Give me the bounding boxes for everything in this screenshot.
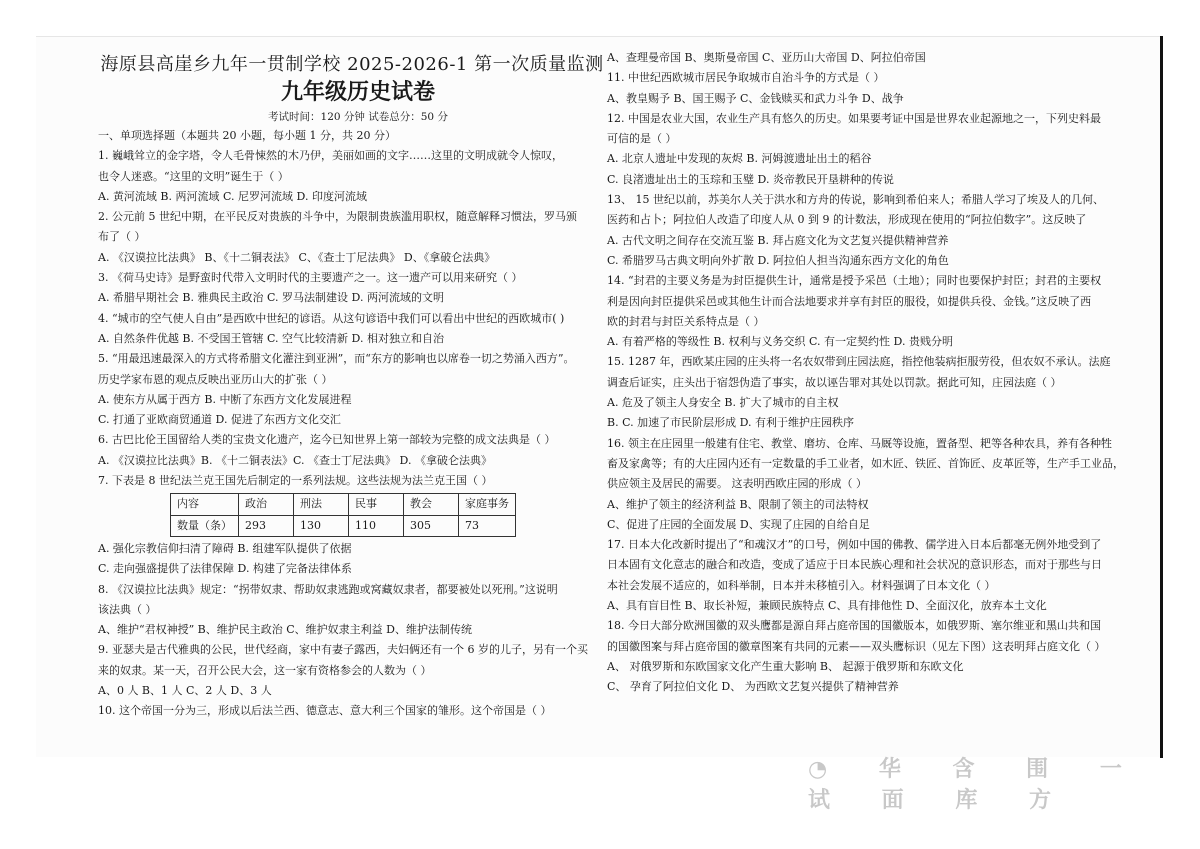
question-line: B. C. 加速了市民阶层形成 D. 有利于维护庄园秩序 <box>607 416 855 430</box>
right-column <box>607 48 1152 698</box>
question-line: A. 使东方从属于西方 B. 中断了东西方文化发展进程 <box>98 392 352 406</box>
question-line: 2. 公元前 5 世纪中期，在平民反对贵族的斗争中，为限制贵族滥用职权，随意解释习惯法，罗马颁 <box>98 210 577 224</box>
question-line: C. 打通了亚欧商贸通道 D. 促进了东西方文化交汇 <box>98 413 341 427</box>
table-header-cell: 教会 <box>404 494 459 515</box>
question-line: C. 走向强盛提供了法律保障 D. 构建了完备法律体系 <box>98 562 352 576</box>
question-line: 16. 领主在庄园里一般建有住宅、教堂、磨坊、仓库、马厩等设施，置备型、耙等各种农具，养有各种牲 <box>607 436 1112 450</box>
table-header-cell: 内容 <box>171 494 239 515</box>
question-line: 医药和占卜；阿拉伯人改造了印度人从 0 到 9 的计数法，形成现在使用的“阿拉伯数字”。这反映了 <box>607 213 1087 227</box>
question-line: A、0 人 B、1 人 C、2 人 D、3 人 <box>98 684 272 698</box>
question-line: 17. 日本大化改新时提出了“和魂汉才”的口号，例如中国的佛教、儒学进入日本后都毫无例外地受到了 <box>607 538 1102 552</box>
question-line: A. 自然条件优越 B. 不受国王管辖 C. 空气比较清新 D. 相对独立和自治 <box>98 331 444 345</box>
question-line: 11. 中世纪西欧城市居民争取城市自治斗争的方式是（ ） <box>607 71 885 85</box>
table-cell: 293 <box>239 515 294 536</box>
question-line: 布了（ ） <box>98 230 146 244</box>
question-line: A、查理曼帝国 B、奥斯曼帝国 C、亚历山大帝国 D、阿拉伯帝国 <box>607 51 926 64</box>
question-line: 12. 中国是农业大国，农业生产具有悠久的历史。如果要考证中国是世界农业起源地之一，下列史料最 <box>607 111 1101 125</box>
question-line: 欧的封君与封臣关系特点是（ ） <box>607 314 765 328</box>
subject-title: 九年级历史试卷 <box>280 80 435 105</box>
question-line: 3. 《荷马史诗》是野蛮时代带入文明时代的主要遗产之一。这一遗产可以用来研究（ ） <box>98 271 523 285</box>
question-line: 供应领主及居民的需要。 这表明西欧庄园的形成（ ） <box>607 477 867 491</box>
question-line: A. 北京人遗址中发现的灰烬 B. 河姆渡遗址出土的稻谷 <box>607 152 872 166</box>
page-edge <box>1160 36 1163 758</box>
school-title: 海原县高崖乡九年一贯制学校 2025-2026-1 第一次质量监测 <box>100 54 604 75</box>
question-line: A、维护“君权神授” B、维护民主政治 C、维护奴隶主利益 D、维护法制传统 <box>98 623 472 637</box>
table-header-cell: 刑法 <box>294 494 349 515</box>
question-line: 该法典（ ） <box>98 602 157 616</box>
question-line: A、 对俄罗斯和东欧国家文化产生重大影响 B、 起源于俄罗斯和东欧文化 <box>607 659 964 673</box>
table-cell: 110 <box>349 515 404 536</box>
question-line: 来的奴隶。某一天，召开公民大会，这一家有资格参会的人数为（ ） <box>98 663 432 677</box>
question-line: A. 《汉谟拉比法典》 B、《十二铜表法》 C、《查士丁尼法典》 D、《拿破仑法典》 <box>98 250 496 264</box>
table-cell: 73 <box>459 515 516 536</box>
question-line: 利是因向封臣提供采邑或其他生计而合法地要求并享有封臣的服役，如提供兵役、金钱。”这反映了西 <box>607 294 1092 308</box>
question-line: 可信的是（ ） <box>607 132 677 146</box>
law-table <box>170 493 516 537</box>
question-line: A、教皇赐予 B、国王赐予 C、金钱赎买和武力斗争 D、战争 <box>607 91 904 105</box>
question-line: 7. 下表是 8 世纪法兰克王国先后制定的一系列法规。这些法规为法兰克王国（ ） <box>98 474 493 488</box>
question-line: A. 黄河流域 B. 两河流域 C. 尼罗河流域 D. 印度河流域 <box>98 189 367 203</box>
exam-info: 考试时间：120 分钟 试卷总分：50 分 <box>268 111 448 123</box>
question-line: A. 危及了领主人身安全 B. 扩大了城市的自主权 <box>607 396 839 410</box>
question-line: 的国徽图案与拜占庭帝国的徽章图案有共同的元素——双头鹰标识（见左下图）这表明拜占庭文化（ ） <box>607 639 1106 653</box>
table-cell: 305 <box>404 515 459 536</box>
question-line: 本社会发展不适应的，如科举制，日本并未移植引入。材料强调了日本文化（ ） <box>607 578 996 592</box>
question-line: C. 希腊罗马古典文明向外扩散 D. 阿拉伯人担当沟通东西方文化的角色 <box>607 253 949 267</box>
question-line: C、促进了庄园的全面发展 D、实现了庄园的自给自足 <box>607 517 870 531</box>
watermark: ◔ 华 含 围 一 试 面 库 方 <box>808 757 1144 813</box>
question-line: 10. 这个帝国一分为三，形成以后法兰西、德意志、意大利三个国家的雏形。这个帝国是（ ） <box>98 704 552 718</box>
question-line: A. 古代文明之间存在交流互鉴 B. 拜占庭文化为文艺复兴提供精神营养 <box>607 233 949 247</box>
question-line: A、维护了领主的经济利益 B、限制了领主的司法特权 <box>607 497 869 511</box>
question-line: 畜及家禽等；有的大庄园内还有一定数量的手工业者，如木匠、铁匠、首饰匠、皮革匠等，生产手工业品， <box>607 456 1124 470</box>
question-line: 6. 古巴比伦王国留给人类的宝贵文化遗产，迄今已知世界上第一部较为完整的成文法典是（ ） <box>98 433 556 447</box>
question-line: C. 良渚遗址出土的玉琮和玉璧 D. 炎帝教民开垦耕种的传说 <box>607 172 894 186</box>
table-header-cell: 政治 <box>239 494 294 515</box>
question-line: A. 《汉谟拉比法典》B. 《十二铜表法》C. 《查士丁尼法典》 D. 《拿破仑法典》 <box>98 453 492 467</box>
question-line: 8. 《汉谟拉比法典》规定：“拐带奴隶、帮助奴隶逃跑或窝藏奴隶者，都要被处以死刑。”这说明 <box>98 582 558 596</box>
question-line: 也令人迷惑。“这里的文明”诞生于（ ） <box>98 169 289 183</box>
question-line: 历史学家布恩的观点反映出亚历山大的扩张（ ） <box>98 372 333 386</box>
question-line: 5. “用最迅速最深入的方式将希腊文化灌注到亚洲”，而“东方的影响也以席卷一切之势涌入西方”。 <box>98 352 575 366</box>
section-heading: 一、单项选择题（本题共 20 小题，每小题 1 分，共 20 分） <box>98 129 396 142</box>
question-line: 4. “城市的空气使人自由”是西欧中世纪的谚语。从这句谚语中我们可以看出中世纪的西欧城市( ) <box>98 311 565 325</box>
question-line: 18. 今日大部分欧洲国徽的双头鹰都是源自拜占庭帝国的国徽版本，如俄罗斯、塞尔维亚和黑山共和国 <box>607 619 1101 633</box>
question-line: A. 有着严格的等级性 B. 权利与义务交织 C. 有一定契约性 D. 贵贱分明 <box>607 335 953 349</box>
question-line: 13、 15 世纪以前，苏美尔人关于洪水和方舟的传说，影响到希伯来人；希腊人学习了埃及人的几何、 <box>607 193 1104 207</box>
question-line: A. 希腊早期社会 B. 雅典民主政治 C. 罗马法制建设 D. 两河流域的文明 <box>98 291 444 305</box>
question-line: 日本固有文化意志的融合和改造，变成了适应于日本民族心理和社会状况的意识形态，而对于那些与日 <box>607 558 1102 572</box>
table-header-cell: 家庭事务 <box>459 494 516 515</box>
table-cell: 数量（条） <box>171 515 239 536</box>
question-line: A. 强化宗教信仰扫清了障碍 B. 组建军队提供了依据 <box>98 541 352 555</box>
question-line: C、 孕育了阿拉伯文化 D、 为西欧文艺复兴提供了精神营养 <box>607 680 899 694</box>
left-column <box>98 52 618 722</box>
question-line: A、具有盲目性 B、取长补短，兼顾民族特点 C、具有排他性 D、全面汉化，放弃本土文化 <box>607 599 1047 613</box>
question-line: 调查后证实，庄头出于宿怨伪造了事实，故以诬告罪对其处以罚款。据此可知，庄园法庭（ ） <box>607 375 1062 389</box>
table-cell: 130 <box>294 515 349 536</box>
question-line: 1. 巍峨耸立的金字塔，令人毛骨悚然的木乃伊，美丽如画的文字……这里的文明成就令人惊叹， <box>98 149 563 163</box>
table-header-cell: 民事 <box>349 494 404 515</box>
question-line: 9. 亚瑟夫是古代雅典的公民，世代经商，家中有妻子露西，夫妇俩还有一个 6 岁的儿子，另有一个买 <box>98 643 588 657</box>
question-line: 15. 1287 年，西欧某庄园的庄头将一名农奴带到庄园法庭，指控他装病拒服劳役，但农奴不承认。法庭 <box>607 355 1111 369</box>
question-line: 14. “封君的主要义务是为封臣提供生计，通常是授予采邑（土地）；同时也要保护封臣；封君的主要权 <box>607 274 1102 288</box>
